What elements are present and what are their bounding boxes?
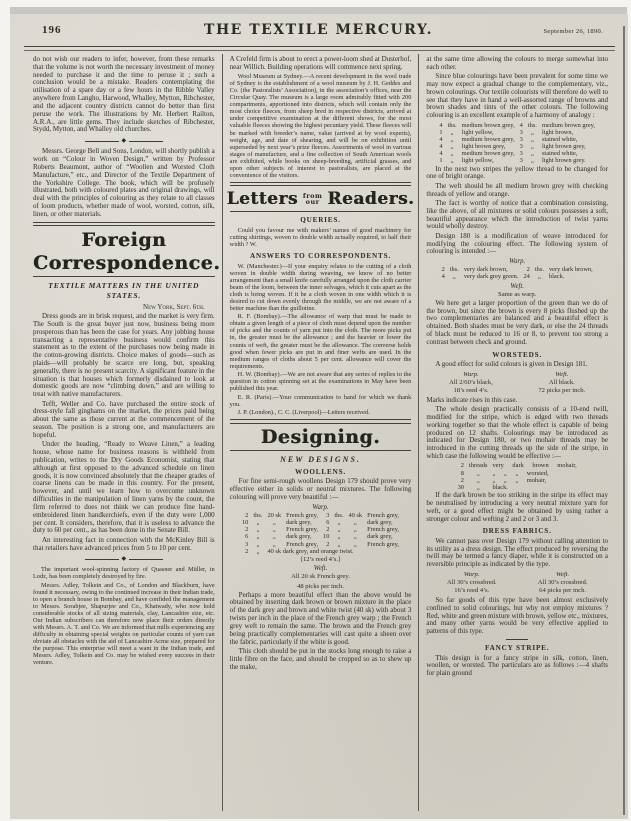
paragraph: Wool Museum at Sydney.—A recent development in the wool trade of Sydney is the establishment of a wool museum by J. H. Geddes and Co. (the Pastoralists’ Association), in the association’s offices, near the Circular Quay. The museum is a large room admirably fitted with 200 compartments, apportioned into districts, which will contain only the most choice fleeces, from sheep bred in respective districts, arrived at under competitive examination at the different shows, for the most valuable fleeces showing the highest pecuniary yield. These fleeces will be marked with breeder’s name, value (arrived at by wool experts), weight, age, and date of shearing, and will be on exhibition until superseded by next year’s prize fleeces. Assortments of wool in various stages of manufacture, and a fine collection of South American wools are exhibited, while books on sheep-breeding, artificial grasses, and upon other subjects of interest to pastoralists, are placed at the convenience of the visitors. <box>229 73 412 179</box>
weft-label: Weft. <box>313 565 328 573</box>
table-cell: „ <box>537 273 541 281</box>
table-cell: „ <box>337 526 341 534</box>
column-layout <box>26 54 615 811</box>
section-divider <box>33 556 215 562</box>
table-cell: ths. <box>527 121 537 129</box>
harmony-colouring-table <box>437 122 598 165</box>
section-heading-letters-from-readers <box>226 189 415 210</box>
spec-line: All 30’s crossbred. <box>537 579 588 587</box>
heading-line: Correspondence. <box>33 251 221 274</box>
table-cell: „ <box>450 150 454 158</box>
spec-line: All black. <box>548 378 575 386</box>
worsteds-spec-block <box>426 371 608 395</box>
paragraph: So far goods of this type have been almost exclusively confined to solid colourings, but why not employ mixtures ? Red, white and green mixture with brown, yellow etc., mixtures, and many other yarns would be very effective applied to patterns of this type. <box>426 595 609 636</box>
heading-word: Readers. <box>327 189 415 210</box>
table-cell: „ „ „ worsted, <box>492 469 549 477</box>
issue-date: September 26, 1890. <box>543 28 603 35</box>
heading-word: Letters <box>226 189 298 210</box>
table-cell: medium brown grey, <box>461 121 515 129</box>
table-cell: medium brown grey, <box>461 135 515 143</box>
weft-note: Same as warp. <box>498 290 537 298</box>
table-row <box>239 548 401 555</box>
table-cell: 4 <box>439 135 443 143</box>
table-cell: light brown, <box>541 128 574 136</box>
weft-label: Weft. <box>555 370 569 378</box>
subsection-heading-queries: QUERIES. <box>300 216 341 225</box>
paragraph: A good effect for solid colours is given in Design 181. <box>435 360 588 369</box>
table-cell: „ <box>256 519 260 527</box>
table-cell: 2 <box>460 462 464 470</box>
table-cell: 10 <box>323 533 330 541</box>
table-cell: 6 <box>326 519 330 527</box>
table-row <box>437 150 598 157</box>
table-cell: „ <box>272 519 276 527</box>
table-cell: 40 sk <box>348 511 363 519</box>
news-note: The important wool-spinning factory of Quasner and Müller, in Lodz, has been completely destroyed by fire. <box>33 566 215 581</box>
table-cell: „ <box>476 476 480 484</box>
paragraph: This cloth should be put in the stocks long enough to raise a little fibre on the face, and should be cropped so as to shew up the make, <box>229 646 412 671</box>
table-cell: 2 <box>245 511 249 519</box>
query-paragraph: Could you favour me with makers’ names of good machinery for cutting shirtings, woven to double width actually required, to half their width ? W. <box>229 226 412 248</box>
table-cell: French grey, <box>286 526 318 534</box>
subsection-heading-worsteds: WORSTEDS. <box>492 350 543 359</box>
table-row <box>239 512 401 519</box>
table-cell: ths. <box>534 266 544 274</box>
diamond-divider-icon: ◆ <box>121 138 127 145</box>
table-cell: „ <box>256 533 260 541</box>
table-cell: 2 <box>460 476 464 484</box>
table-cell: „ <box>272 540 276 548</box>
table-cell: French grey, <box>367 526 400 534</box>
spec-line: 64 picks per inch. <box>539 586 587 594</box>
table-cell: 6 <box>245 533 249 541</box>
paragraph: Messrs. George Bell and Sons, London, will shortly publish a work on “Colour in Woven Design,” written by Professor Roberts Beaumont, author of “Woollen and Worsted Cloth Manufacture,” etc., and Director of the Textile Department of the Yorkshire College. The book, which will be profusely illustrated, both with coloured plates and original drawings, will deal with the principles of colouring as they relate to all classes of loom products, whether made of wool, worsted, cotton, silk, linen, or other materials. <box>33 147 215 218</box>
table-cell: „ <box>272 526 276 534</box>
section-divider <box>33 138 215 144</box>
weft-label: Weft. <box>556 571 570 579</box>
table-cell: „ <box>353 526 357 534</box>
table-cell: 4 <box>439 143 443 151</box>
table-row <box>239 533 401 540</box>
table-cell: French grey, <box>367 511 400 519</box>
table-cell: 3 <box>519 143 523 151</box>
heading-word: from <box>302 191 323 200</box>
table-row <box>239 526 401 533</box>
section-rule <box>230 450 412 451</box>
heading-line: Foreign <box>81 229 167 252</box>
section-rule <box>33 276 215 277</box>
table-cell: „ <box>530 157 534 165</box>
paragraph: Tefft, Weller and Co. have purchased the entire stock of dress-style fall ginghams on the market, the prices paid being about the same as those current at the commencement of the season. The position is a strong one, and manufacturers are hopeful. <box>33 399 215 439</box>
table-cell: stained white, <box>541 150 578 158</box>
table-cell: „ <box>530 135 534 143</box>
table-cell: 30 <box>457 483 464 491</box>
mohair-threads-table <box>455 462 579 491</box>
paragraph: For fine semi-rough woollens Design 179 should prove very effective either in solids or neutral mixtures. The following colouring will prove very beautiful :— <box>229 477 412 502</box>
answer-paragraph: H. W. (Bombay).—We are not aware that any series of replies to the question in cotton spinning set at the examinations in May have been published this year. <box>229 371 412 393</box>
column-3 <box>419 54 615 811</box>
paragraph: We here get a larger proportion of the green than we do of the brown, but since the brown is every 8 picks flushed up the two complementaries are balanced and a beautiful effect is obtained. Both shades must be very dark, or else the 24 threads of black must be reduced to 16 or 8, to prevent too strong a contrast between check and ground. <box>426 298 609 346</box>
table-cell: light brown grey. <box>541 157 586 165</box>
table-cell: „ <box>530 143 534 151</box>
paragraph: In the next two stripes the yellow thread to be changed for one of bright orange. <box>426 164 609 181</box>
table-cell: dark grey, <box>367 533 393 541</box>
table-cell: „ <box>450 128 454 136</box>
warp-label: Warp. <box>463 370 479 378</box>
paragraph: An interesting fact in connection with the McKinley Bill is that retailers have advanced prices from 5 to 10 per cent. <box>33 535 215 552</box>
table-cell: „ „ „ mohair, <box>492 476 547 484</box>
table-cell: 4 <box>519 121 523 129</box>
table-cell: „ <box>337 533 341 541</box>
warp-spec <box>447 571 497 595</box>
subsection-heading-answers: ANSWERS TO CORRESPONDENTS. <box>250 252 391 260</box>
table-cell: 3 <box>519 128 523 136</box>
news-note: Messrs. Adley, Tolkein and Co., of London and Blackburn, have found it necessary, owing to the continued increase in their Indian trade, to open a branch house in Bombay, and have confided the management to Messrs. Sorabjee, Shapurjee and Co., Khatwady, who now hold considerable stocks of all sizing materials, clay, Lancashire size, etc. Our Indian subscribers can therefore now place their orders directly with Messrs. A. T. and Co. We are informed that mills experiencing any difficulty in obtaining special weights on particular counts of yarn can obviate all obstacles with the aid of Lancashire Acme size, prepared for the purpose. This enterprise will meet a want in the Indian trade, and Messrs. Adley, Tolkein and Co. may be wished every success in their venture. <box>33 581 215 667</box>
table-cell: 2 <box>245 526 249 534</box>
subsection-heading-fancy-stripe: FANCY STRIPE. <box>485 644 550 652</box>
table-cell: French grey, <box>286 540 318 548</box>
table-cell: „ <box>337 519 341 527</box>
table-cell: „ <box>476 469 480 477</box>
divider-line <box>129 559 163 560</box>
spec-line: All 30’s crossbred. <box>446 579 497 587</box>
table-cell: light brown grey, <box>461 143 506 151</box>
table-cell: ths. <box>449 266 459 274</box>
paragraph: The weft should be all medium brown grey with checking threads of yellow and orange. <box>426 181 609 198</box>
divider-line <box>129 141 163 142</box>
table-cell: „ <box>256 540 260 548</box>
table-cell: stained white, <box>541 135 578 143</box>
heading-small-words <box>303 193 322 207</box>
dateline: New York, Sept. 6th. <box>143 303 205 312</box>
table-cell: „ <box>256 526 260 534</box>
table-cell: 8 <box>460 469 464 477</box>
table-cell: French grey, <box>367 540 400 548</box>
table-cell: very dark brown mohair, <box>492 462 577 470</box>
table-cell: black. <box>548 273 565 281</box>
warp-label: Warp. <box>312 503 329 511</box>
article-title: TEXTILE MATTERS IN THE UNITED STATES. <box>48 281 200 300</box>
table-cell: 1 <box>439 157 443 165</box>
spec-line: 72 picks per inch. <box>538 386 586 394</box>
paragraph: If the dark brown be too striking in the stripe its effect may be neutralised by introducing a very neutral mixture yarn for weft, or a good effect might be obtained by using rather a stronger colour and wefting 2 and 2 or 3 and 3. <box>426 491 609 523</box>
table-cell: ths. <box>334 511 344 519</box>
paragraph: We cannot pass over Design 179 without calling attention to its utility as a dress design. The effect produced by reversing the twill may be termed a fancy diaper, while it is constructed on a reversible principle as indicated by the type. <box>426 536 609 569</box>
table-cell: „ <box>272 533 276 541</box>
table-cell: „ <box>476 483 480 491</box>
table-row <box>455 470 579 477</box>
table-cell: light yellow, <box>461 128 494 136</box>
subsection-heading-dress-fabrics: DRESS FABRICS. <box>482 527 552 536</box>
paragraph: Since blue colourings have been prevalent for some time we may now expect a gradual change to the complementary, viz., brown colourings. Our textile colourists will therefore do well to see that they have in hand a well-assorted range of browns and brown shades and tints of the other colours. The following colouring is an excellent example of a harmony of analogy : <box>426 72 609 120</box>
table-cell: medium brown grey, <box>461 150 515 158</box>
answer-paragraph: J. P. (London)., C. C. (Liverpool)—Letters received. <box>237 409 370 417</box>
warp-label: Warp. <box>463 571 480 579</box>
table-cell: threads <box>469 462 488 470</box>
dress-spec-block <box>426 571 608 595</box>
table-cell: 4 <box>441 273 445 281</box>
paragraph: Dress goods are in brisk request, and the market is very firm. The South is the great buyer just now, business being more prosperous than has been the case for years. Any jobbing house transacting a representative business would confirm this statement as to the extent of the purchases now being made in the cotton-growing districts. Choice makes of goods—such as plaids—will probably be scarce ere long, but, speaking generally, there is no present scarcity. A significant feature in the situation is that houses which formerly disdained to look at domestic goods are now “climbing down,” and are willing to treat with native manufacturers. <box>33 312 215 399</box>
table-cell: 3 <box>245 540 249 548</box>
section-rule <box>33 222 215 227</box>
table-row <box>239 519 401 526</box>
paragraph: This design is for a fancy stripe in silk, cotton, linen, woollen, or worsted. The particulars are as follows :—4 shafts for plain ground <box>426 653 609 678</box>
paragraph: at the same time allowing the colours to merge somewhat into each other. <box>426 55 609 71</box>
table-cell: „ <box>450 135 454 143</box>
table-cell: 3 <box>519 150 523 158</box>
divider-line <box>85 141 119 142</box>
table-cell: ths. <box>253 511 263 519</box>
section-rule <box>230 211 412 212</box>
warp-label: Warp. <box>509 258 526 266</box>
table-cell: „ <box>256 547 260 555</box>
woollens-warp-table <box>239 512 401 555</box>
table-cell: 20 sk <box>267 511 282 519</box>
table-cell: „ <box>450 143 454 151</box>
table-cell: light yellow, <box>461 157 494 165</box>
heading-word: our <box>305 198 320 207</box>
page-edge-shadow <box>623 26 625 815</box>
column-1 <box>26 54 222 811</box>
table-cell: 2 <box>326 526 330 534</box>
table-cell: black. <box>492 483 508 491</box>
table-cell: very dark brown, <box>463 266 508 274</box>
table-cell: 2 <box>526 266 530 274</box>
subsection-heading-new-designs: NEW DESIGNS. <box>280 454 361 464</box>
reed-note: [12’s reed 4’s.] <box>300 555 341 563</box>
table-cell: light brown grey, <box>541 143 586 151</box>
column-2 <box>222 54 420 811</box>
spec-line: 16’s reed 4’s. <box>454 586 490 594</box>
section-heading-foreign-correspondence <box>33 229 221 274</box>
paragraph: Under the heading, “Ready to Weave Linen,” a leading house, whose name for business reasons is withheld from publication, writes to the Dry Goods Economist, stating that although at first opposed to the advanced schedule on linen goods, it is now convinced absolutely that the cheaper grades of coarse linens can be made in this country. For the present, however, and until we learn how to overcome unknown difficulties in the manipulation of linen yarns by the count, the firm referred to does not think we can produce fine hand-embroidered linen handkerchiefs, even if the duty were 1,000 per cent. It considers, therefore, that it is useless to advance the duty to 60 per cent., as has been done in the Senate Bill. <box>33 440 215 535</box>
journal-title: THE TEXTILE MERCURY. <box>204 22 433 38</box>
section-rule <box>230 182 412 187</box>
table-cell: very dark brown, <box>548 266 593 274</box>
table-cell: „ <box>337 540 341 548</box>
page-header <box>28 22 609 44</box>
paragraph: The whole design practically consists of a 10-end twill, modified for the stripe, which is edged with two threads working together so that the whole effect is capable of being produced on 12 shafts. Colourings may be introduced as indicated for Design 180, or two mohair threads may be introduced in the cutting threads up the side of the stripe, in which case the following would be effective :— <box>426 405 609 460</box>
table-cell: 2 <box>245 547 249 555</box>
answer-paragraph: R. F. (Bombay).—The allowance of warp that must be made to obtain a given length of a piece of cloth must depend upon the number of picks and the counts of yarn put into the cloth. The more picks put in, the greater must be the allowance ; and the heavier or lower the counts of weft, the greater must be the allowance. The converse holds good when fewer picks are put in and finer wefts are used. In the medium ranges of cloths about 5 per cent. allowance will cover the requirements. <box>229 313 412 370</box>
table-row <box>437 143 598 150</box>
table-cell: medium brown grey, <box>541 121 595 129</box>
table-cell: very dark grey green. <box>463 273 519 281</box>
table-cell: 3 <box>519 157 523 165</box>
answer-paragraph: E. R. (Paris).—Your communication to hand for which we thank you. <box>229 393 412 408</box>
paragraph: Design 180 is a modification of weave introduced for modifying the colouring effect. The following system of colouring is intended :— <box>426 231 609 256</box>
weft-label: Weft. <box>510 282 524 290</box>
table-row <box>437 136 598 143</box>
table-row <box>439 266 595 273</box>
table-cell: 3 <box>519 135 523 143</box>
table-cell: 24 <box>523 273 530 281</box>
table-cell: 4 <box>439 121 443 129</box>
table-cell: French grey, <box>286 511 318 519</box>
table-cell: „ <box>450 157 454 165</box>
table-cell: dark grey, <box>286 533 312 541</box>
table-row <box>437 122 598 129</box>
diamond-divider-icon: ◆ <box>121 556 127 563</box>
table-cell: „ <box>353 533 357 541</box>
subsection-heading-woollens: WOOLLENS. <box>295 467 346 476</box>
spec-line: All 2/60’s black, <box>449 378 493 386</box>
paragraph: Marks indicate rises in this case. <box>426 395 518 404</box>
table-cell: 2 <box>326 540 330 548</box>
paragraph: The fact is worthy of notice that a combination consisting, like the above, of all mixtures or solid colours possesses a soft, beautiful appearance which the introduction of twist yarns would wholly destroy. <box>426 198 609 231</box>
design-180-warp-table <box>439 266 595 280</box>
spec-line: 18’s reed 4’s. <box>453 386 489 394</box>
table-row <box>439 273 595 280</box>
table-row <box>437 157 598 164</box>
paragraph: A Crefeld firm is about to erect a power-loom shed at Dusterhof, near Willich. Building operations will commence next spring. <box>229 55 412 71</box>
divider-line <box>85 559 119 560</box>
table-row <box>437 129 598 136</box>
table-cell: „ <box>530 128 534 136</box>
weft-spec <box>538 371 585 395</box>
table-cell: dark grey, <box>367 519 393 527</box>
table-cell: 10 <box>241 519 249 527</box>
weft-line: All 20 sk French grey. <box>291 573 350 581</box>
header-rule <box>24 46 615 51</box>
section-heading-designing: Designing. <box>260 425 381 448</box>
table-row <box>239 541 401 548</box>
table-row <box>455 462 579 469</box>
answer-paragraph: W. (Manchester.)—If your enquiry relates to the cutting of a cloth woven in double width during weaving, we know of no better arrangement than a small knife carefully arranged upon the cloth carrier beam of the loom, between the inner selvages, which it cuts apart as the cloth is being woven. If it be a cloth woven in one width which it is desired to cut down evenly through the middle, we are not aware of a better machine than the guillotine. <box>229 262 412 312</box>
table-row <box>455 477 579 484</box>
paragraph: Perhaps a more beautiful effect than the above would be obtained by inserting dark brown or brown mixture in the place of the dark grey and brown and white twist (40 sk) with about 3 twists per inch in the place of the French grey warp ; the French grey weft to remain the same. The brown and the French grey being practically complementaries will cast quite a sheen over the fabric, particularly if the white is good. <box>229 590 412 646</box>
table-cell: 1 <box>439 128 443 136</box>
table-cell: 3 <box>326 511 330 519</box>
table-cell: „ <box>353 519 357 527</box>
table-row <box>455 484 579 491</box>
table-cell: 4 <box>439 150 443 158</box>
weft-spec <box>538 571 588 595</box>
table-cell: 40 sk dark grey, and orange twist. <box>267 547 354 555</box>
short-rule <box>506 639 528 640</box>
table-cell: „ <box>530 150 534 158</box>
weft-line: 48 picks per inch. <box>297 582 344 590</box>
section-rule <box>230 419 412 424</box>
table-cell: „ <box>452 273 456 281</box>
table-cell: „ <box>353 540 357 548</box>
table-cell: dark grey, <box>286 519 312 527</box>
scan-top-band <box>10 7 627 14</box>
paragraph: do not wish our readers to infer, however, from these remarks that the volume is not worth the necessary investment of money needed to purchase it and the time to peruse it ; such a conclusion would be a mistake. Readers contemplating the utilisation of a spare day or a few hours in the Ribble Valley anywhere from Langho, Harwood, Whalley, Mytton, Ribchester, and the adjacent country districts cannot do better than first peruse the work. The illustrations by Mr. Herbert Railton, A.R.A., are little gems. They include sketches of Ribchester, Stydd, Mytton, and Whalley old churches. <box>33 55 215 134</box>
page-number: 196 <box>42 24 62 36</box>
warp-spec <box>449 371 493 395</box>
table-cell: ths. <box>447 121 457 129</box>
table-cell: 2 <box>441 266 445 274</box>
